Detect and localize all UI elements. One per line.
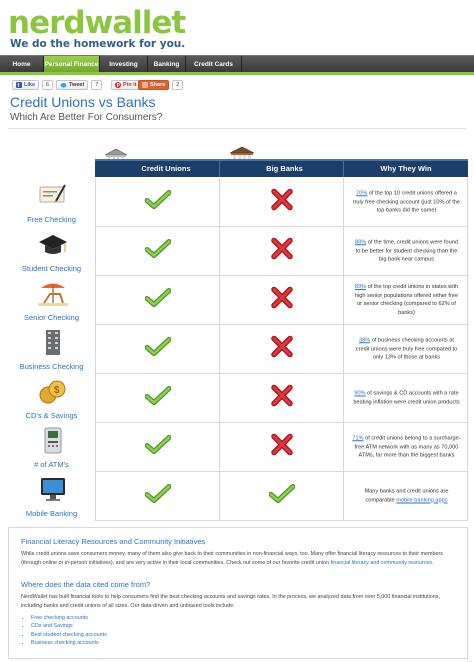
x-mark-icon (271, 189, 293, 216)
tweet-count: 7 (91, 80, 102, 90)
like-label: Like (24, 81, 36, 88)
why-they-win-cell (344, 423, 468, 472)
row-label: Business Checking (19, 362, 84, 371)
office-building-icon (38, 328, 68, 356)
row-label: Senior Checking (23, 313, 80, 322)
pin-label: Pin it (123, 81, 137, 88)
x-mark-icon (271, 336, 293, 363)
svg-text:$: $ (54, 385, 60, 396)
big-bank-cell (220, 472, 344, 521)
tool-link-student-checking[interactable]: • Best student checking accounts (31, 631, 107, 639)
row-label: # of ATM's (34, 460, 69, 469)
why-they-win-cell (344, 325, 468, 374)
row-label-cell (8, 374, 95, 423)
data-source-heading: Where does the data cited come from? (21, 580, 151, 589)
row-label: Mobile Banking (25, 509, 78, 518)
comparison-table-header (95, 159, 468, 177)
nerdwallet-logo[interactable] (8, 6, 185, 50)
tool-link-business-checking[interactable]: • Business checking accounts (31, 639, 107, 647)
credit-union-cell (95, 374, 220, 423)
x-mark-icon (271, 385, 293, 412)
data-source-body: NerdWallet has built financial tools to help consumers find the best checking accounts and savings rates. In the process, we analyzed data from over 5,000 financial institutions, including banks and credit unions of all sizes. Our data-driven and unbiased tools include: (21, 594, 441, 609)
credit-union-cell (95, 276, 220, 325)
tool-link-cds-savings[interactable]: • CDs and Savings (31, 622, 107, 630)
main-nav (0, 55, 474, 72)
pin-it-button[interactable] (111, 80, 140, 90)
credit-union-cell (95, 227, 220, 276)
tweet-label: Tweet (69, 81, 85, 88)
why-text (352, 336, 461, 362)
why-body: of business checking accounts at credit unions were truly free compared to only 13% of those at banks (355, 337, 458, 361)
why-body: of the top credit unions in states with high senior populations offered either free or senior checking (compared to 62% of banks) (354, 284, 459, 316)
pinterest-icon (115, 82, 121, 88)
header-big-banks: Big Banks (220, 161, 344, 177)
big-bank-cell (220, 276, 344, 325)
checkmark-icon (269, 484, 295, 509)
why-they-win-cell (344, 227, 468, 276)
share-label: Share (150, 81, 166, 88)
table-row (8, 178, 468, 227)
x-mark-icon (271, 434, 293, 461)
stat-percent-link[interactable]: 70% (356, 190, 368, 197)
checkmark-icon (145, 239, 171, 264)
table-row (8, 423, 468, 472)
tweet-button[interactable] (56, 80, 88, 90)
tweet-widget (56, 79, 102, 90)
why-text (352, 189, 461, 215)
why-text (352, 390, 461, 407)
why-they-win-cell (344, 374, 468, 423)
tools-list (31, 614, 107, 647)
resources-panel (8, 527, 468, 659)
mobile-banking-apps-link[interactable]: mobile banking apps (396, 497, 448, 503)
big-bank-cell (220, 227, 344, 276)
page-title: Credit Unions vs Banks (10, 94, 156, 110)
why-body: of savings & CD accounts with a rate beating inflation were credit union products (353, 390, 460, 405)
resources-body-end: . (432, 559, 434, 566)
header-why-they-win: Why They Win (380, 164, 432, 173)
checkmark-icon (145, 288, 171, 313)
why-they-win-cell (344, 178, 468, 227)
logo-tagline: We do the homework for you. (10, 38, 186, 50)
title-divider (8, 128, 466, 129)
resources-heading: Financial Literacy Resources and Community Initiatives (21, 537, 206, 546)
table-row (8, 472, 468, 521)
thumbs-up-icon (16, 82, 22, 88)
credit-union-cell (95, 325, 220, 374)
row-label: Free Checking (27, 215, 76, 224)
stat-percent-link[interactable]: 90% (354, 390, 366, 397)
row-label-cell (8, 472, 95, 521)
row-label-cell (8, 178, 95, 227)
why-text (352, 283, 461, 317)
facebook-like-widget (12, 79, 53, 90)
atm-icon (38, 426, 68, 454)
stat-percent-link[interactable]: 71% (352, 435, 364, 442)
financial-literacy-link[interactable]: financial literacy and community resources (330, 559, 433, 566)
share-button[interactable] (138, 80, 169, 90)
share-count: 2 (172, 80, 183, 90)
nav-item-credit-cards[interactable]: Credit Cards (186, 56, 242, 73)
big-bank-cell (220, 325, 344, 374)
nav-item-home[interactable]: Home (0, 56, 44, 73)
resources-body-text: While credit unions save consumers money, many of them also give back to their communities in non-financial ways, too. Many offer financial literacy resources to their members (through online or in-person initiatives), and are very active in their local communities. Check out some of our favorite credit union (21, 551, 443, 566)
table-row (8, 276, 468, 325)
credit-union-cell (95, 423, 220, 472)
why-text (352, 488, 461, 505)
x-mark-icon (271, 238, 293, 265)
page-subtitle: Which Are Better For Consumers? (10, 112, 163, 123)
share-widget (138, 79, 183, 90)
checkmark-icon (145, 190, 171, 215)
graduation-cap-icon (38, 230, 68, 258)
resources-body (21, 550, 457, 567)
big-bank-cell (220, 374, 344, 423)
stat-percent-link[interactable]: 88% (355, 239, 367, 246)
why-body: of credit unions belong to a surcharge-free ATM network with as many as 70,000 ATMs, far more than the biggest banks (354, 435, 461, 459)
tool-link-free-checking[interactable]: • Free checking accounts (31, 614, 107, 622)
row-label: Student Checking (21, 264, 82, 273)
stat-percent-link[interactable]: 38% (359, 337, 371, 344)
why-body: of the top 10 credit unions offered a truly free checking account (just 10% of the top banks did the same) (353, 190, 460, 214)
svg-text:f: f (17, 82, 20, 88)
row-label-cell (8, 325, 95, 374)
why-they-win-cell (344, 276, 468, 325)
facebook-like-button[interactable] (12, 80, 39, 90)
why-text (352, 434, 461, 460)
nav-item-investing[interactable]: Investing (100, 56, 148, 73)
checkmark-icon (145, 386, 171, 411)
computer-monitor-icon (38, 475, 68, 503)
pinterest-widget (111, 79, 140, 90)
nav-item-personal-finance[interactable]: Personal Finance (44, 56, 100, 73)
why-they-win-cell (344, 472, 468, 521)
logo-wordmark: nerdwallet (8, 5, 186, 41)
checkbook-icon (38, 181, 68, 209)
table-row (8, 325, 468, 374)
row-label-cell (8, 423, 95, 472)
row-label: CD's & Savings (25, 411, 78, 420)
credit-union-cell (95, 178, 220, 227)
nav-item-banking[interactable]: Banking (148, 56, 186, 73)
table-row (8, 374, 468, 423)
svg-text:P: P (116, 82, 120, 88)
why-body: of the time, credit unions were found to be better for student checking than the big bank near campus (355, 239, 458, 263)
like-count: 6 (42, 80, 53, 90)
checkmark-icon (145, 337, 171, 362)
coins-icon (38, 377, 68, 405)
row-label-cell (8, 276, 95, 325)
credit-union-cell (95, 472, 220, 521)
row-label-cell (8, 227, 95, 276)
beach-chair-icon (38, 279, 68, 307)
x-mark-icon (271, 287, 293, 314)
checkmark-icon (145, 435, 171, 460)
why-text (352, 238, 461, 264)
table-row (8, 227, 468, 276)
twitter-bird-icon (60, 82, 67, 88)
checkmark-icon (145, 484, 171, 509)
share-icon (142, 82, 148, 88)
header-credit-unions: Credit Unions (95, 161, 220, 177)
big-bank-cell (220, 423, 344, 472)
nav-accent-bar (0, 72, 474, 75)
why-body: Many banks and credit unions are comparable (364, 488, 449, 503)
stat-percent-link[interactable]: 89% (354, 284, 367, 290)
big-bank-cell (220, 178, 344, 227)
